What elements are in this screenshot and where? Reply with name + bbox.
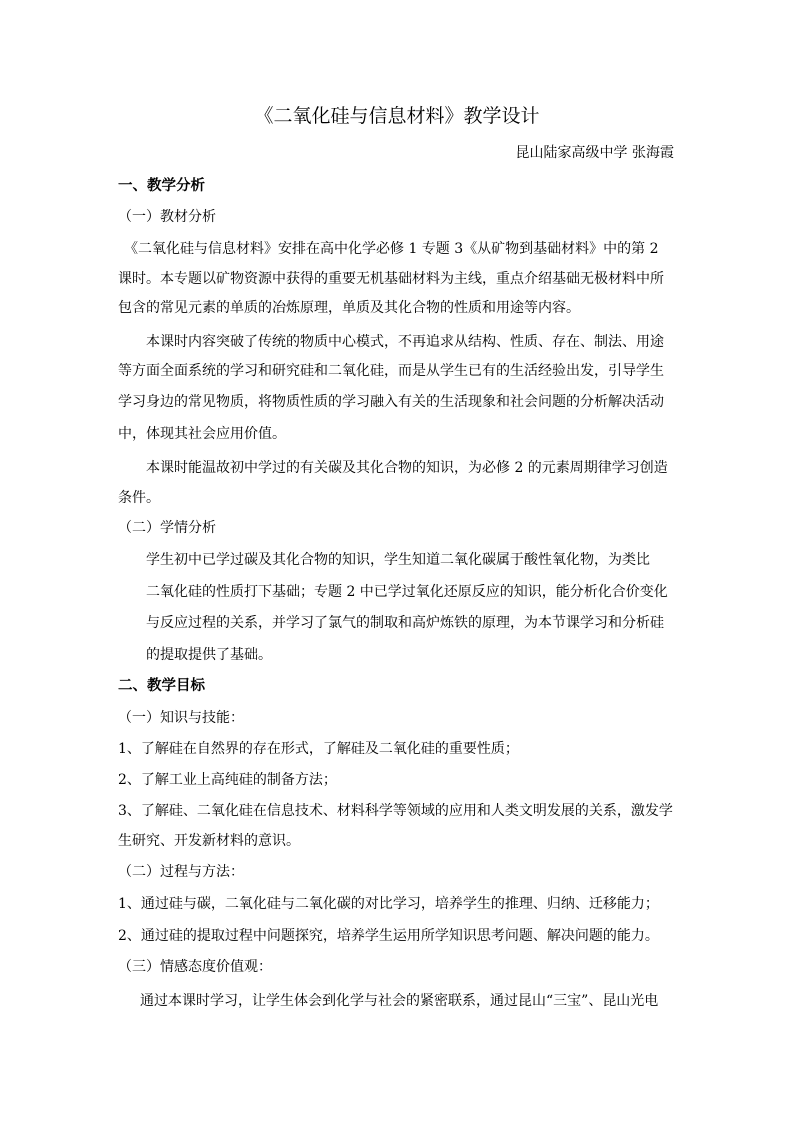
paragraph-line: 与反应过程的关系，并学习了氯气的制取和高炉炼铁的原理，为本节课学习和分析硅 bbox=[146, 615, 664, 631]
paragraph-line: 二氧化硅的性质打下基础；专题 2 中已学过氧化还原反应的知识，能分析化合价变化 bbox=[146, 584, 668, 600]
list-item: 1、了解硅在自然界的存在形式，了解硅及二氧化硅的重要性质； bbox=[118, 741, 519, 757]
subsection-heading-attitudes-values: （三）情感态度价值观： bbox=[118, 959, 272, 975]
paragraph-line: 条件。 bbox=[118, 490, 160, 506]
paragraph-line: 的提取提供了基础。 bbox=[146, 647, 272, 663]
paragraph-line: 通过本课时学习，让学生体会到化学与社会的紧密联系，通过昆山“三宝”、昆山光电 bbox=[140, 993, 659, 1009]
author-line: 昆山陆家高级中学 张海霞 bbox=[515, 145, 674, 161]
paragraph-line: 学生初中已学过碳及其化合物的知识，学生知道二氧化碳属于酸性氧化物，为类比 bbox=[146, 552, 650, 568]
subsection-heading-textbook-analysis: （一）教材分析 bbox=[118, 209, 216, 225]
list-item: 1、通过硅与碳，二氧化硅与二氧化碳的对比学习，培养学生的推理、归纳、迁移能力； bbox=[118, 896, 659, 912]
paragraph-line: 学习身边的常见物质，将物质性质的学习融入有关的生活现象和社会问题的分析解决活动 bbox=[118, 394, 664, 410]
paragraph-line: 本课时内容突破了传统的物质中心模式，不再追求从结构、性质、存在、制法、用途 bbox=[146, 334, 664, 350]
paragraph-line: 包含的常见元素的单质的冶炼原理，单质及其化合物的性质和用途等内容。 bbox=[118, 300, 580, 316]
paragraph-line: 课时。本专题以矿物资源中获得的重要无机基础材料为主线，重点介绍基础无极材料中所 bbox=[118, 271, 664, 287]
paragraph-line: 中，体现其社会应用价值。 bbox=[118, 426, 286, 442]
list-item: 生研究、开发新材料的意识。 bbox=[118, 833, 300, 849]
subsection-heading-learner-analysis: （二）学情分析 bbox=[118, 520, 216, 536]
paragraph-line: 《二氧化硅与信息材料》安排在高中化学必修 1 专题 3《从矿物到基础材料》中的第 2 bbox=[124, 241, 659, 257]
paragraph-line: 本课时能温故初中学过的有关碳及其化合物的知识，为必修 2 的元素周期律学习创造 bbox=[146, 460, 668, 476]
list-item: 2、通过硅的提取过程中问题探究，培养学生运用所学知识思考问题、解决问题的能力。 bbox=[118, 928, 659, 944]
section-heading-teaching-objectives: 二、教学目标 bbox=[118, 677, 205, 694]
document-title: 《二氧化硅与信息材料》教学设计 bbox=[254, 105, 540, 127]
paragraph-line: 等方面全面系统的学习和研究硅和二氧化硅，而是从学生已有的生活经验出发，引导学生 bbox=[118, 363, 664, 379]
section-heading-teaching-analysis: 一、教学分析 bbox=[118, 177, 205, 194]
list-item: 3、了解硅、二氧化硅在信息技术、材料科学等领域的应用和人类文明发展的关系，激发学 bbox=[118, 803, 673, 819]
subsection-heading-knowledge-skills: （一）知识与技能： bbox=[118, 710, 244, 726]
list-item: 2、了解工业上高纯硅的制备方法； bbox=[118, 772, 337, 788]
subsection-heading-process-methods: （二）过程与方法： bbox=[118, 864, 244, 880]
